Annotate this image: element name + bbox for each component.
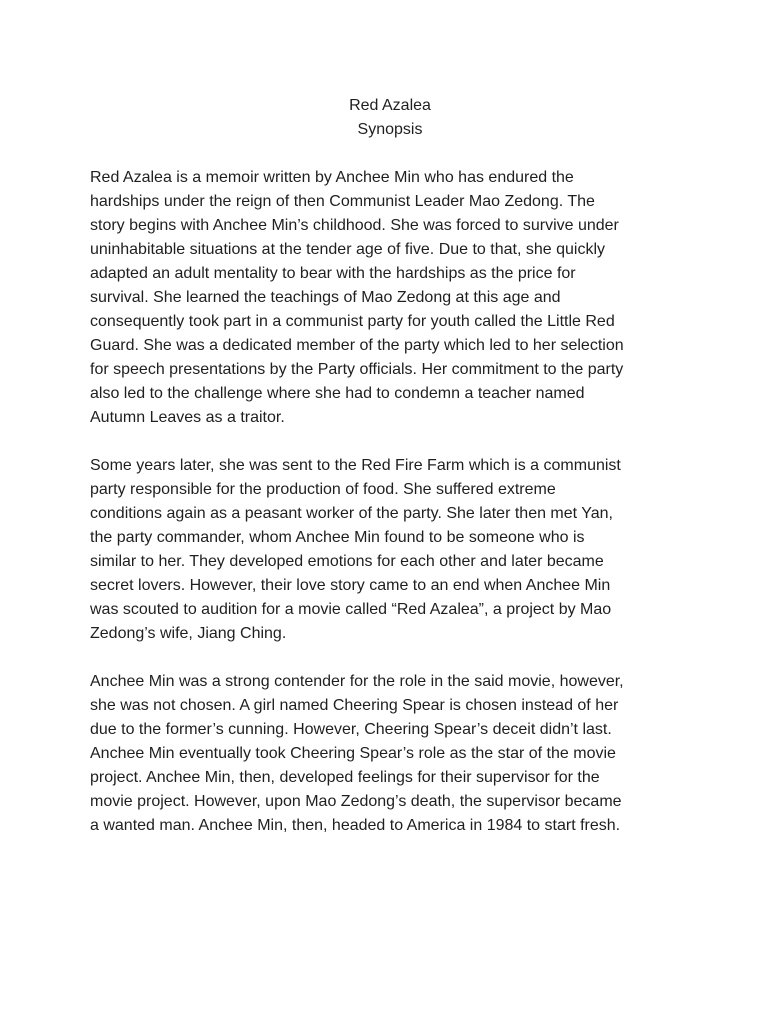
- document-body: [90, 94, 690, 862]
- paragraph-line: Zedong’s wife, Jiang Ching.: [90, 625, 287, 642]
- paragraph-line: due to the former’s cunning. However, Cheering Spear’s deceit didn’t last.: [90, 721, 612, 738]
- paragraph-line: for speech presentations by the Party officials. Her commitment to the party: [90, 361, 624, 378]
- paragraph-line: secret lovers. However, their love story came to an end when Anchee Min: [90, 577, 611, 594]
- paragraph-line: similar to her. They developed emotions for each other and later became: [90, 553, 604, 570]
- paragraph-1: [90, 166, 690, 430]
- paragraph-line: Anchee Min eventually took Cheering Spear’s role as the star of the movie: [90, 745, 616, 762]
- paragraph-line: Autumn Leaves as a traitor.: [90, 409, 285, 426]
- paragraph-line: also led to the challenge where she had to condemn a teacher named: [90, 385, 585, 402]
- paragraph-line: Some years later, she was sent to the Red Fire Farm which is a communist: [90, 457, 621, 474]
- document-title: Red Azalea: [349, 97, 431, 114]
- paragraph-line: she was not chosen. A girl named Cheering Spear is chosen instead of her: [90, 697, 619, 714]
- paragraph-line: Red Azalea is a memoir written by Anchee Min who has endured the: [90, 169, 574, 186]
- paragraph-line: Anchee Min was a strong contender for the role in the said movie, however,: [90, 673, 624, 690]
- paragraph-line: story begins with Anchee Min’s childhood. She was forced to survive under: [90, 217, 619, 234]
- paragraph-line: the party commander, whom Anchee Min found to be someone who is: [90, 529, 585, 546]
- paragraph-line: was scouted to audition for a movie called “Red Azalea”, a project by Mao: [90, 601, 612, 618]
- paragraph-line: survival. She learned the teachings of Mao Zedong at this age and: [90, 289, 561, 306]
- paragraph-line: adapted an adult mentality to bear with the hardships as the price for: [90, 265, 576, 282]
- paragraph-line: conditions again as a peasant worker of the party. She later then met Yan,: [90, 505, 613, 522]
- paragraph-3: [90, 670, 690, 838]
- paragraph-line: a wanted man. Anchee Min, then, headed to America in 1984 to start fresh.: [90, 817, 621, 834]
- paragraph-line: hardships under the reign of then Communist Leader Mao Zedong. The: [90, 193, 595, 210]
- paragraph-line: consequently took part in a communist party for youth called the Little Red: [90, 313, 615, 330]
- title-spacer: [90, 142, 690, 166]
- paragraph-line: Guard. She was a dedicated member of the party which led to her selection: [90, 337, 624, 354]
- document-subtitle: Synopsis: [357, 121, 423, 138]
- paragraph-line: project. Anchee Min, then, developed feelings for their supervisor for the: [90, 769, 600, 786]
- paragraph-line: uninhabitable situations at the tender age of five. Due to that, she quickly: [90, 241, 605, 258]
- paragraph-line: movie project. However, upon Mao Zedong’s death, the supervisor became: [90, 793, 622, 810]
- paragraph-2: [90, 454, 690, 646]
- paragraph-line: party responsible for the production of food. She suffered extreme: [90, 481, 556, 498]
